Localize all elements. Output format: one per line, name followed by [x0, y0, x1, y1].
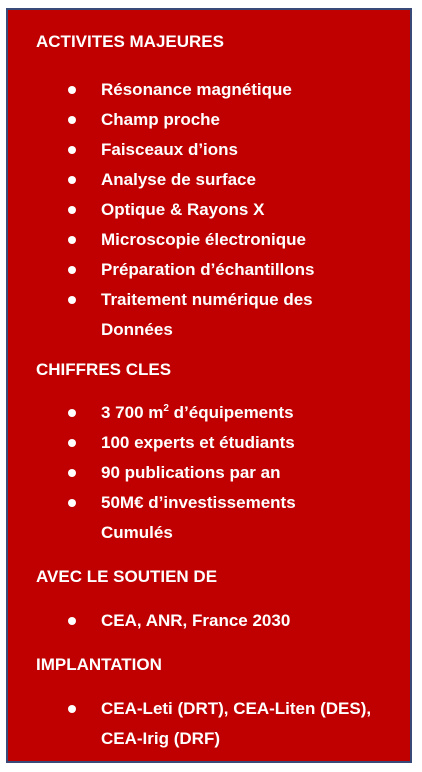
section-title-chiffres: CHIFFRES CLES	[36, 360, 172, 379]
list-item: 100 experts et étudiants	[101, 433, 295, 452]
bullet-icon	[68, 439, 76, 447]
bullet-icon	[68, 236, 76, 244]
section-title-soutien: AVEC LE SOUTIEN DE	[36, 567, 218, 586]
bullet-icon	[68, 116, 76, 124]
list-item: Champ proche	[101, 110, 221, 129]
bullet-icon	[68, 409, 76, 417]
list-item-continuation: Cumulés	[101, 523, 173, 542]
list-item: Traitement numérique des	[101, 290, 313, 309]
bullet-icon	[68, 469, 76, 477]
bullet-icon	[68, 206, 76, 214]
list-item: Microscopie électronique	[101, 230, 306, 249]
list-item-continuation: CEA-Irig (DRF)	[101, 729, 220, 748]
list-item: Préparation d’échantillons	[101, 260, 315, 279]
list-item: 90 publications par an	[101, 463, 281, 482]
section-title-implantation: IMPLANTATION	[36, 655, 162, 674]
bullet-icon	[68, 86, 76, 94]
bullet-icon	[68, 176, 76, 184]
bullet-icon	[68, 296, 76, 304]
list-item: Optique & Rayons X	[101, 200, 265, 219]
list-item: CEA-Leti (DRT), CEA-Liten (DES),	[101, 699, 372, 718]
list-item-continuation: Données	[101, 320, 173, 339]
bullet-icon	[68, 499, 76, 507]
list-item: 50M€ d’investissements	[101, 493, 296, 512]
list-item: Faisceaux d’ions	[101, 140, 238, 159]
section-title-activites: ACTIVITES MAJEURES	[36, 32, 224, 51]
bullet-icon	[68, 617, 76, 625]
info-panel	[6, 8, 412, 763]
bullet-icon	[68, 266, 76, 274]
bullet-icon	[68, 146, 76, 154]
list-item: 3 700 $m^2$ d’équipements	[101, 403, 294, 422]
list-item: Analyse de surface	[101, 170, 256, 189]
list-item: Résonance magnétique	[101, 80, 292, 99]
bullet-icon	[68, 705, 76, 713]
list-item: CEA, ANR, France 2030	[101, 611, 291, 630]
